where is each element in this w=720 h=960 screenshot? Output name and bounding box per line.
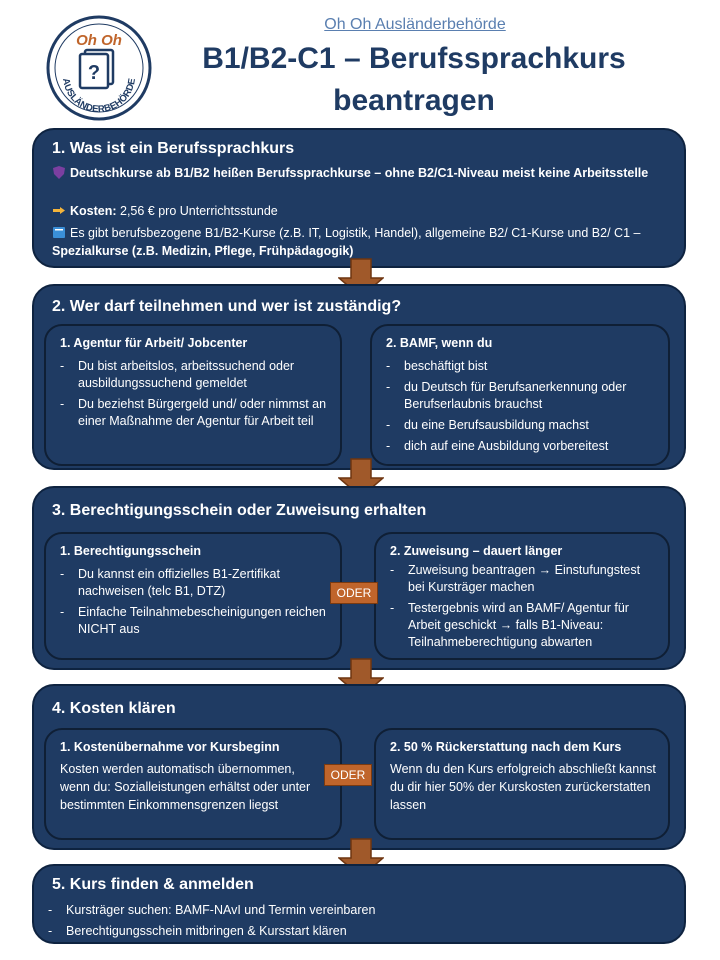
box-text: Wenn du den Kurs erfolgreich abschließt kannst du dir hier 50% der Kurskosten zurückerstatten lassen — [390, 762, 656, 812]
box-title: 2. BAMF, wenn du — [386, 336, 493, 350]
bullet-list — [390, 562, 656, 655]
list-item: - Testergebnis wird an BAMF/ Agentur für Arbeit geschickt → falls B1-Niveau: Teilnahmeberechtigung abwarten — [390, 600, 656, 651]
box-text: Kosten werden automatisch übernommen, wenn du: Sozialleistungen erhältst oder unter bestimmten Einkommensgrenzen liegst — [60, 762, 311, 812]
info-line-costs: Kosten: 2,56 € pro Unterrichtsstunde — [52, 202, 666, 220]
svg-text:AUSLÄNDERBEHÖRDE: AUSLÄNDERBEHÖRDE — [59, 77, 138, 116]
brand-link[interactable]: Oh Oh Ausländerbehörde — [324, 16, 506, 33]
oder-badge: ODER — [324, 764, 372, 786]
box-title: 2. 50 % Rückerstattung nach dem Kurs — [390, 740, 622, 754]
bullet-list — [48, 902, 672, 944]
section-find-course — [32, 864, 686, 944]
box-zuweisung — [374, 532, 670, 660]
section-authorization — [32, 486, 686, 670]
list-item: - Kursträger suchen: BAMF-NAvI und Termin vereinbaren — [48, 902, 672, 919]
book-icon — [52, 226, 66, 239]
section-title: 4. Kosten klären — [52, 700, 176, 717]
list-item: - Du beziehst Bürgergeld und/ oder nimmst an einer Maßnahme der Agentur für Arbeit teil — [60, 396, 328, 430]
section-what-is — [32, 128, 686, 268]
bullet-list — [386, 358, 656, 459]
info-line-course-types: Es gibt berufsbezogene B1/B2-Kurse (z.B. IT, Logistik, Handel), allgemeine B2/ C1-Kurse und B2/ C1 – Spezialkurse (z.B. Medizin, Pflege, Frühpädagogik) — [52, 226, 641, 258]
box-bamf — [370, 324, 670, 466]
section-eligibility — [32, 284, 686, 470]
info-line-definition: Deutschkurse ab B1/B2 heißen Berufssprachkurse – ohne B2/C1-Niveau meist keine Arbeitsstelle — [52, 164, 666, 182]
pointing-hand-icon — [52, 204, 66, 217]
box-title: 1. Kostenübernahme vor Kursbeginn — [60, 740, 280, 754]
section-title: 2. Wer darf teilnehmen und wer ist zuständig? — [52, 298, 402, 315]
svg-text:?: ? — [87, 62, 101, 84]
list-item: - Einfache Teilnahmebescheinigungen reichen NICHT aus — [60, 604, 328, 638]
list-item: - Du bist arbeitslos, arbeitssuchend oder ausbildungssuchend gemeldet — [60, 358, 328, 392]
section-costs — [32, 684, 686, 850]
list-item: - Zuweisung beantragen → Einstufungstest bei Kursträger machen — [390, 562, 656, 596]
purple-shield-icon — [52, 166, 66, 179]
box-refund — [374, 728, 670, 840]
box-title: 1. Berechtigungsschein — [60, 544, 202, 558]
page-title: B1/B2-C1 – Berufssprachkurs beantragen — [202, 42, 626, 117]
svg-text:Oh Oh: Oh Oh — [76, 32, 122, 49]
box-berechtigungsschein — [44, 532, 342, 660]
list-item: - du Deutsch für Berufsanerkennung oder Berufserlaubnis brauchst — [386, 379, 656, 413]
box-title: 1. Agentur für Arbeit/ Jobcenter — [60, 336, 248, 350]
box-title: 2. Zuweisung – dauert länger — [390, 544, 563, 558]
box-cost-coverage — [44, 728, 342, 840]
list-item: - dich auf eine Ausbildung vorbereitest — [386, 438, 656, 455]
section-title: 5. Kurs finden & anmelden — [52, 876, 254, 893]
bullet-list — [60, 358, 328, 434]
bullet-list — [60, 566, 328, 642]
list-item: - beschäftigt bist — [386, 358, 656, 375]
section-title: 3. Berechtigungsschein oder Zuweisung erhalten — [52, 502, 427, 519]
list-item: - Du kannst ein offizielles B1-Zertifikat nachweisen (telc B1, DTZ) — [60, 566, 328, 600]
oh-oh-logo — [45, 14, 153, 122]
list-item: - du eine Berufsausbildung machst — [386, 417, 656, 434]
oder-badge: ODER — [330, 582, 378, 604]
list-item: - Berechtigungsschein mitbringen & Kursstart klären — [48, 923, 672, 940]
section-title: 1. Was ist ein Berufssprachkurs — [52, 140, 295, 157]
box-agentur — [44, 324, 342, 466]
